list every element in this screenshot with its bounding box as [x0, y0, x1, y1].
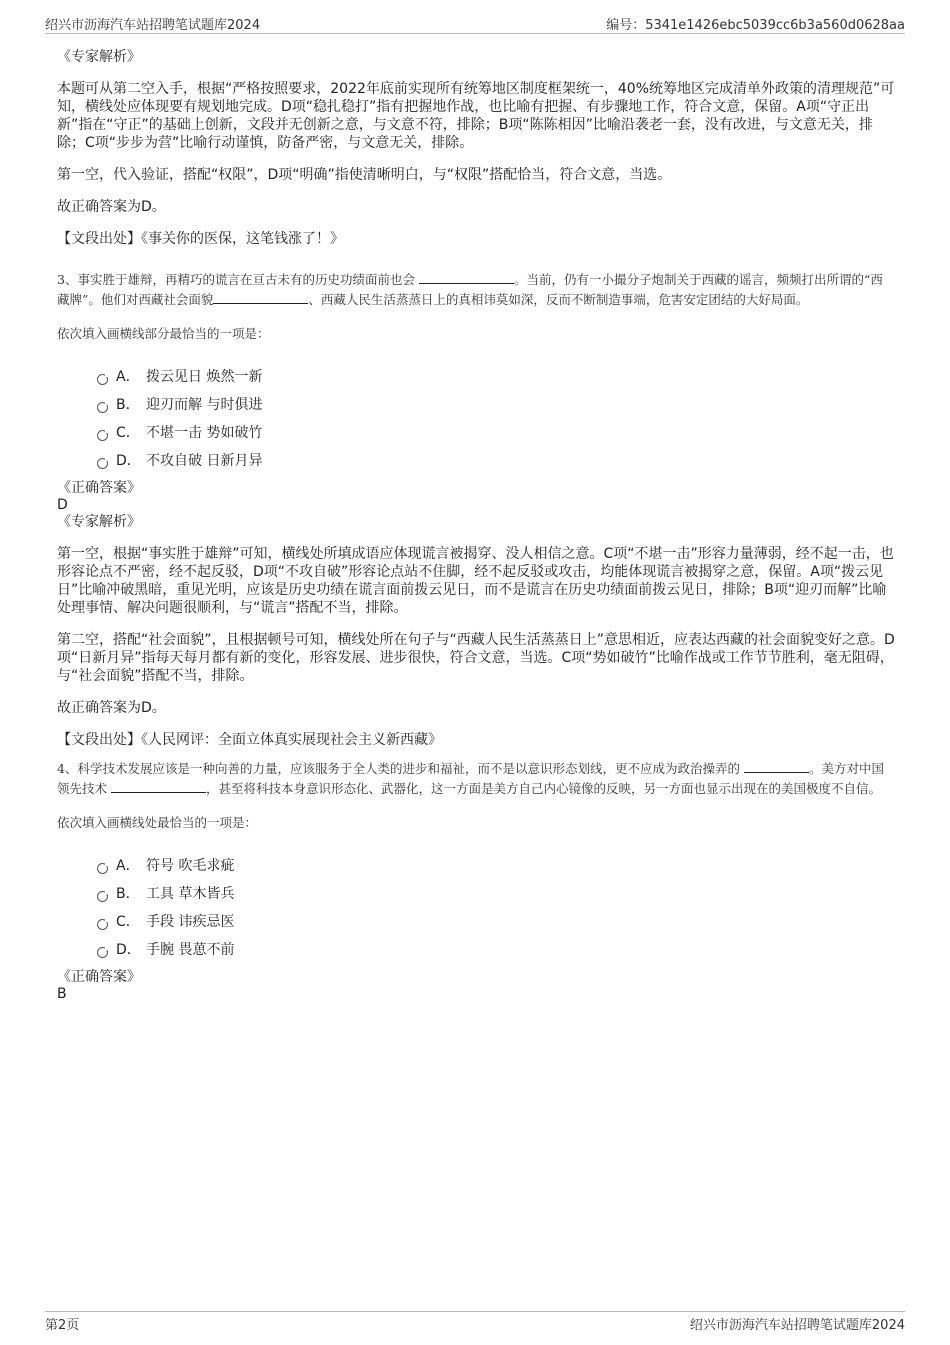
stem-text: 。美方对中国领先技术	[57, 761, 884, 796]
answer-label: 《正确答案》	[57, 969, 141, 985]
header-divider	[45, 33, 905, 34]
page-header	[0, 0, 950, 34]
header-serial: 编号：5341e1426ebc5039cc6b3a560d0628aa	[606, 18, 905, 33]
footer-title: 绍兴市沥海汽车站招聘笔试题库2024	[689, 1318, 905, 1333]
analysis-conclusion: 故正确答案为D。	[57, 700, 166, 716]
answer-value: D	[57, 497, 68, 513]
stem-text: ，甚至将科技本身意识形态化、武器化，这一方面是美方自己内心镜像的反映，另一方面也显示出现在的美国极度不自信。	[206, 781, 882, 796]
footer-divider	[45, 1311, 905, 1312]
stem-text: 。当前，仍有一小撮分子炮制关于西藏的谣言，频频打出所谓的“西藏牌”。他们对西藏社会面貌	[57, 272, 883, 307]
radio-icon[interactable]	[97, 374, 108, 385]
analysis-paragraph: 本题可从第二空入手，根据“严格按照要求，2022年底前实现所有统筹地区制度框架统一，40%统筹地区完成清单外政策的清理规范”可知，横线处应体现要有规划地完成。D项“稳扎稳打”指有把握地作战，也比喻有把握、有步骤地工作，符合文意，保留。A项“守正出新”指在“守正”的基础上创新，文段并无创新之意，与文意不符，排除；B项“陈陈相因”比喻沿袭老一套，没有改进，与文意无关，排除；C项“步步为营”比喻行动谨慎，防备严密，与文意无关，排除。	[57, 81, 895, 151]
stem-text: 4、科学技术发展应该是一种向善的力量，应该服务于全人类的进步和福祉，而不是以意识形态划线，更不应成为政治操弄的	[57, 761, 740, 776]
source-citation: 【文段出处】《事关你的医保，这笔钱涨了！》	[57, 231, 344, 247]
option-b[interactable]: B． 迎刃而解 与时俱进	[97, 390, 895, 418]
fill-blank	[111, 780, 206, 793]
question-prompt: 依次填入画横线部分最恰当的一项是：	[57, 326, 270, 341]
option-d[interactable]: D． 手腕 畏葸不前	[97, 935, 895, 963]
footer-page-number: 第2页	[45, 1318, 80, 1333]
fill-blank	[744, 760, 809, 773]
question-stem	[57, 759, 895, 799]
analysis-paragraph: 第一空，根据“事实胜于雄辩”可知，横线处所填成语应体现谎言被揭穿、没人相信之意。C项“不堪一击”形容力量薄弱，经不起一击，也形容论点不严密，经不起反驳，D项“不攻自破”形容论点站不住脚，经不起反驳或攻击，均能体现谎言被揭穿之意，保留。A项“拨云见日”比喻冲破黑暗，重见光明，应该是历史功绩在谎言面前拨云见日，而不是谎言在历史功绩面前拨云见日，排除；B项“迎刃而解”比喻处理事情、解决问题很顺利，与“谎言”搭配不当，排除。	[57, 546, 894, 616]
analysis-label: 《专家解析》	[57, 49, 141, 65]
question-stem	[57, 270, 895, 310]
option-c[interactable]: C． 手段 讳疾忌医	[97, 907, 895, 935]
option-list	[57, 851, 895, 963]
fill-blank	[419, 271, 514, 284]
fill-blank	[213, 291, 308, 304]
answer-value: B	[57, 986, 67, 1002]
radio-icon[interactable]	[97, 402, 108, 413]
stem-text: 、西藏人民生活蒸蒸日上的真相讳莫如深，反而不断制造事端，危害安定团结的大好局面。	[308, 292, 809, 307]
radio-icon[interactable]	[97, 863, 108, 874]
question-prompt: 依次填入画横线处最恰当的一项是：	[57, 815, 258, 830]
option-d[interactable]: D． 不攻自破 日新月异	[97, 446, 895, 474]
source-citation: 【文段出处】《人民网评：全面立体真实展现社会主义新西藏》	[57, 732, 442, 748]
radio-icon[interactable]	[97, 458, 108, 469]
analysis-label: 《专家解析》	[57, 514, 141, 530]
option-b[interactable]: B． 工具 草木皆兵	[97, 879, 895, 907]
analysis-paragraph: 第一空，代入验证，搭配“权限”，D项“明确”指使清晰明白，与“权限”搭配恰当，符合文意，当选。	[57, 167, 672, 183]
radio-icon[interactable]	[97, 891, 108, 902]
option-a[interactable]: A． 符号 吹毛求疵	[97, 851, 895, 879]
radio-icon[interactable]	[97, 919, 108, 930]
radio-icon[interactable]	[97, 947, 108, 958]
stem-text: 3、事实胜于雄辩，再精巧的谎言在亘古未有的历史功绩面前也会	[57, 272, 415, 287]
page-content	[57, 48, 895, 1003]
analysis-paragraph: 第二空，搭配“社会面貌”，且根据顿号可知，横线处所在句子与“西藏人民生活蒸蒸日上”意思相近，应表达西藏的社会面貌变好之意。D项“日新月异”指每天每月都有新的变化，形容发展、进步很快，符合文意，当选。C项“势如破竹”比喻作战或工作节节胜利，毫无阻碍，与“社会面貌”搭配不当，排除。	[57, 632, 895, 684]
option-c[interactable]: C． 不堪一击 势如破竹	[97, 418, 895, 446]
option-a[interactable]: A． 拨云见日 焕然一新	[97, 362, 895, 390]
option-list	[57, 362, 895, 474]
analysis-conclusion: 故正确答案为D。	[57, 199, 166, 215]
answer-label: 《正确答案》	[57, 480, 141, 496]
header-title: 绍兴市沥海汽车站招聘笔试题库2024	[45, 18, 261, 33]
radio-icon[interactable]	[97, 430, 108, 441]
